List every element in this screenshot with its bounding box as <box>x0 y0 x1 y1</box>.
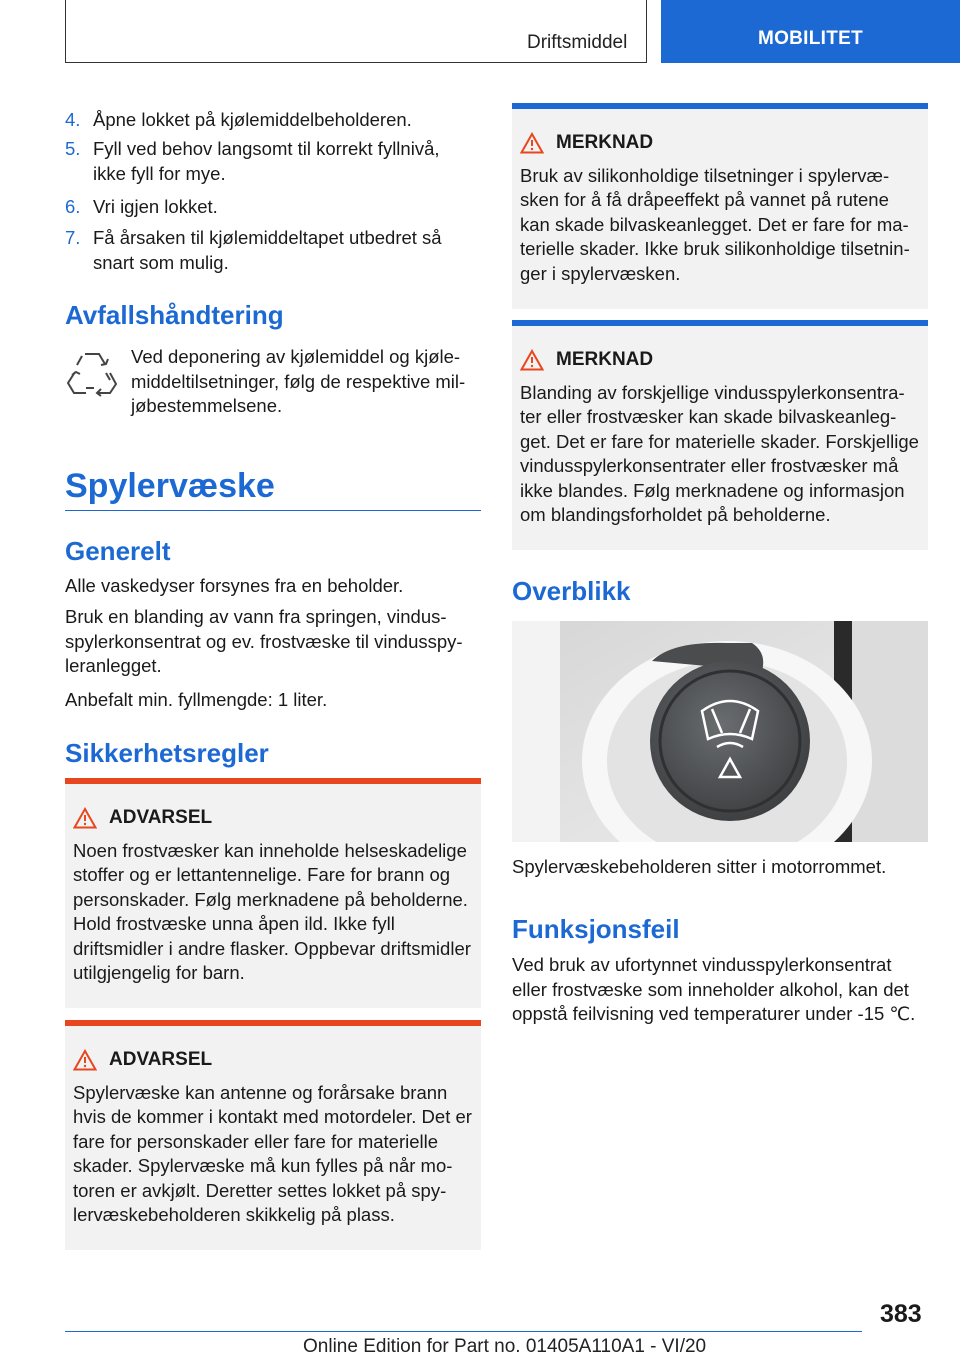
step-text: Vri igjen lokket. <box>93 196 218 217</box>
warning-box-2 <box>65 1020 481 1250</box>
warning-title-text: ADVARSEL <box>109 807 213 828</box>
warning-title <box>73 806 473 831</box>
step-text: Få årsaken til kjølemiddeltapet utbedret så snart som mulig. <box>93 227 442 273</box>
step-6 <box>65 195 465 220</box>
step-number: 7. <box>65 227 81 248</box>
warning-title-text: ADVARSEL <box>109 1049 213 1070</box>
note-title-text: MERKNAD <box>556 132 654 153</box>
safety-heading: Sikkerhetsregler <box>65 738 269 768</box>
malfunction-text: Ved bruk av ufortynnet vindusspylerkonsentrat eller frostvæske som inneholder alkohol, kan det oppstå feilvisning ved temperaturer under -15 ℃. <box>512 954 916 1024</box>
note-text: Blanding av forskjellige vindusspylerkonsentrater eller frostvæsker kan skade bilvaskeanlegget. Det er fare for materielle skader. Forskjellige vindusspylerkonsentrater eller frostvæsker må ikke blandes. Følg merknadene og informasjon om blandingsforholdet på beholderne. <box>520 381 919 525</box>
step-7 <box>65 226 465 275</box>
step-5 <box>65 137 465 186</box>
overview-caption: Spylervæskebeholderen sitter i motorrommet. <box>512 856 887 877</box>
main-heading: Spylervæske <box>65 467 275 505</box>
disposal-text: Ved deponering av kjølemiddel og kjølemiddeltilsetninger, følg de respektive miljøbestemmelsene. <box>131 346 466 416</box>
note-title <box>520 348 920 373</box>
disposal-heading: Avfallshåndtering <box>65 300 284 330</box>
malfunction-heading: Funksjonsfeil <box>512 914 680 944</box>
overview-heading: Overblikk <box>512 576 631 606</box>
note-title-text: MERKNAD <box>556 349 654 370</box>
recycle-icon <box>66 346 118 398</box>
heading-rule <box>65 510 481 511</box>
general-paragraph-3: Anbefalt min. fyllmengde: 1 liter. <box>65 689 328 710</box>
note-box-2 <box>512 320 928 550</box>
header-chapter-label: MOBILITET <box>757 27 864 49</box>
general-paragraph-2: Bruk en blanding av vann fra springen, vindusspylerkonsentrat og ev. frostvæske til vindusspyleranlegget. <box>65 606 463 676</box>
warning-triangle-icon <box>520 132 544 154</box>
step-text: Fyll ved behov langsomt til korrekt fyllnivå, ikke fyll for mye. <box>93 138 440 184</box>
step-4 <box>65 108 465 133</box>
step-number: 6. <box>65 196 81 217</box>
warning-title <box>73 1048 473 1073</box>
note-title <box>520 131 920 156</box>
step-number: 5. <box>65 138 81 159</box>
header-chapter-tab[interactable] <box>661 0 960 63</box>
washer-reservoir-photo <box>512 621 928 842</box>
note-text: Bruk av silikonholdige tilsetninger i spylervæsken for å få dråpeeffekt på vannet på rutene kan skade bilvaskeanlegget. Det er fare for materielle skader. Ikke bruk silikonholdige tilsetninger i spylervæsken. <box>520 164 910 284</box>
warning-text: Noen frostvæsker kan inneholde helseskadelige stoffer og er lettantennelige. Fare for brann og personskader. Følg merknadene på beholderne. Hold frostvæske unna åpen ild. Ikke fyll driftsmidler i andre flasker. Oppbevar driftsmidler utilgjengelig for barn. <box>73 839 471 983</box>
footer-rule <box>65 1331 862 1332</box>
header-section-title: Driftsmiddel <box>527 32 628 53</box>
warning-triangle-icon <box>520 349 544 371</box>
warning-text: Spylervæske kan antenne og forårsake brann hvis de kommer i kontakt med motordeler. Det er fare for personskader eller fare for materielle skader. Spylervæske må kun fylles på når motoren er avkjølt. Deretter settes lokket på spylervæskebeholderen skikkelig på plass. <box>73 1081 472 1225</box>
step-text: Åpne lokket på kjølemiddelbeholderen. <box>93 109 412 130</box>
warning-triangle-icon <box>73 1049 97 1071</box>
general-paragraph-1: Alle vaskedyser forsynes fra en beholder. <box>65 575 404 596</box>
footer-edition: Online Edition for Part no. 01405A110A1 - VI/20 <box>303 1336 707 1357</box>
warning-box-1 <box>65 778 481 1008</box>
step-number: 4. <box>65 109 81 130</box>
general-heading: Generelt <box>65 536 171 566</box>
page-number: 383 <box>880 1300 922 1328</box>
note-box-1 <box>512 103 928 309</box>
warning-triangle-icon <box>73 807 97 829</box>
